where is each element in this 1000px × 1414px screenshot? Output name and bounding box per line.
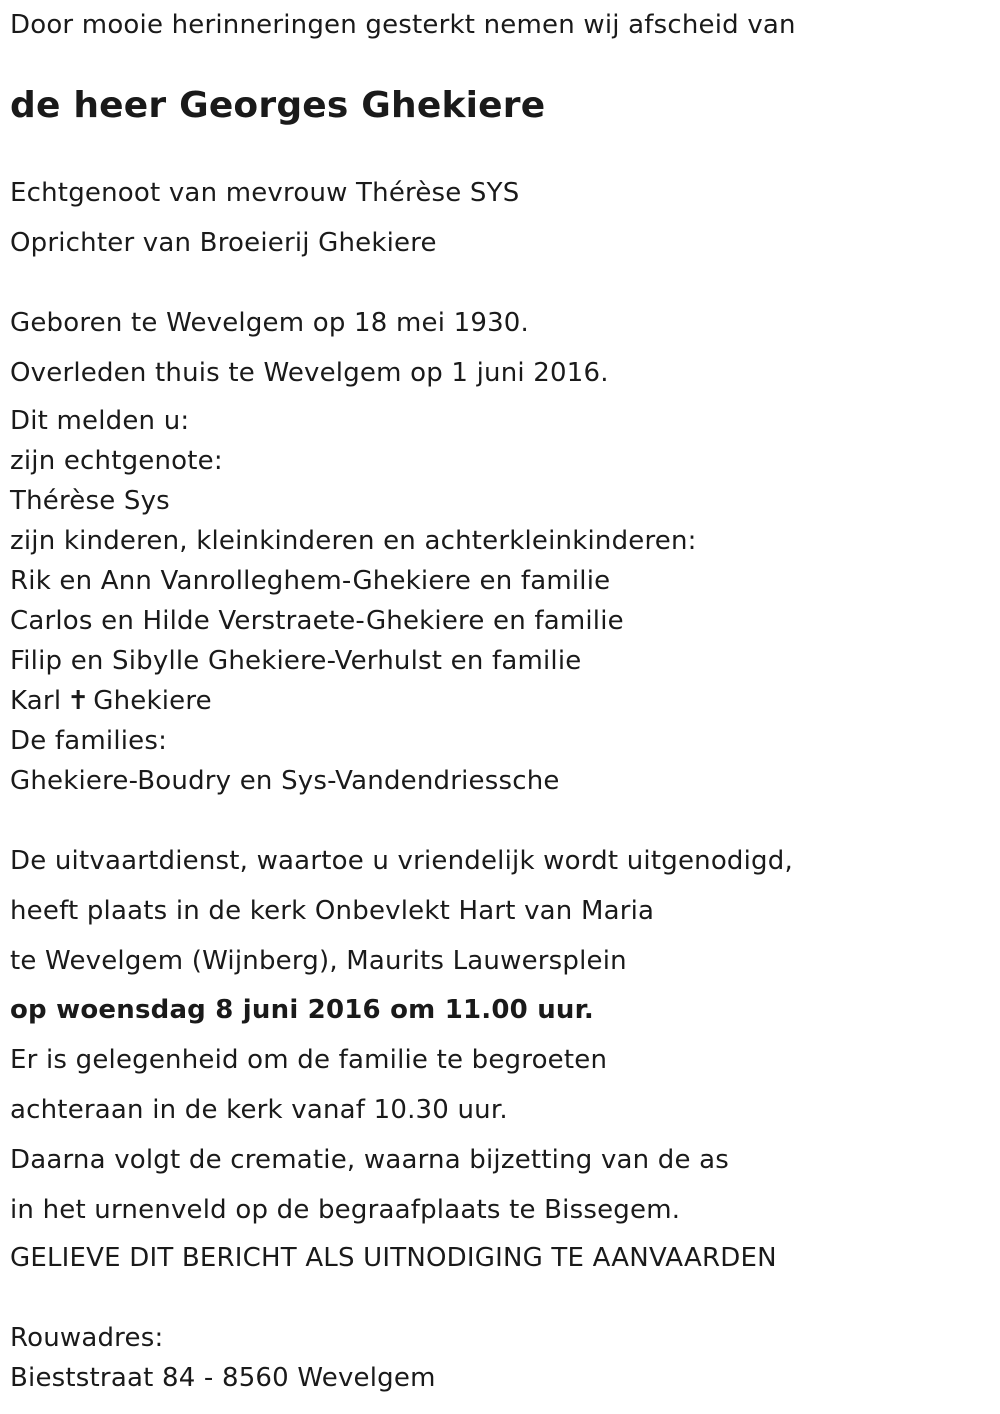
service-line-7: Daarna volgt de crematie, waarna bijzetting van de as — [10, 1145, 730, 1175]
address-value: Bieststraat 84 - 8560 Wevelgem — [10, 1363, 436, 1393]
spouse-line: Echtgenoot van mevrouw Thérèse SYS — [10, 178, 520, 208]
born-line: Geboren te Wevelgem op 18 mei 1930. — [10, 308, 530, 338]
karl-first-name: Karl — [10, 686, 62, 716]
died-line: Overleden thuis te Wevelgem op 1 juni 2016. — [10, 358, 609, 388]
child-family-2: Carlos en Hilde Verstraete-Ghekiere en familie — [10, 606, 624, 636]
intro-text: Door mooie herinneringen gesterkt nemen wij afscheid van — [10, 10, 796, 40]
service-date: op woensdag 8 juni 2016 om 11.00 uur. — [10, 995, 595, 1025]
service-line-5: Er is gelegenheid om de familie te begroeten — [10, 1045, 608, 1075]
spouse-label: zijn echtgenote: — [10, 446, 223, 476]
address-label: Rouwadres: — [10, 1323, 164, 1353]
announce-heading: Dit melden u: — [10, 406, 190, 436]
service-line-2: heeft plaats in de kerk Onbevlekt Hart van Maria — [10, 896, 655, 926]
child-family-1: Rik en Ann Vanrolleghem-Ghekiere en familie — [10, 566, 611, 596]
spouse-name: Thérèse Sys — [10, 486, 170, 516]
invitation-notice: GELIEVE DIT BERICHT ALS UITNODIGING TE AANVAARDEN — [10, 1243, 777, 1273]
deceased-name: de heer Georges Ghekiere — [10, 85, 546, 126]
karl-last-name: Ghekiere — [93, 686, 212, 716]
child-family-3: Filip en Sibylle Ghekiere-Verhulst en familie — [10, 646, 582, 676]
families-label: De families: — [10, 726, 168, 756]
families-names: Ghekiere-Boudry en Sys-Vandendriessche — [10, 766, 560, 796]
child-karl — [10, 684, 212, 718]
service-line-8: in het urnenveld op de begraafplaats te Bissegem. — [10, 1195, 681, 1225]
service-line-6: achteraan in de kerk vanaf 10.30 uur. — [10, 1095, 508, 1125]
service-line-3: te Wevelgem (Wijnberg), Maurits Lauwersplein — [10, 946, 627, 976]
service-line-1: De uitvaartdienst, waartoe u vriendelijk wordt uitgenodigd, — [10, 846, 793, 876]
children-label: zijn kinderen, kleinkinderen en achterkleinkinderen: — [10, 526, 697, 556]
founder-line: Oprichter van Broeierij Ghekiere — [10, 228, 437, 258]
cross-icon: ✝ — [67, 686, 90, 716]
